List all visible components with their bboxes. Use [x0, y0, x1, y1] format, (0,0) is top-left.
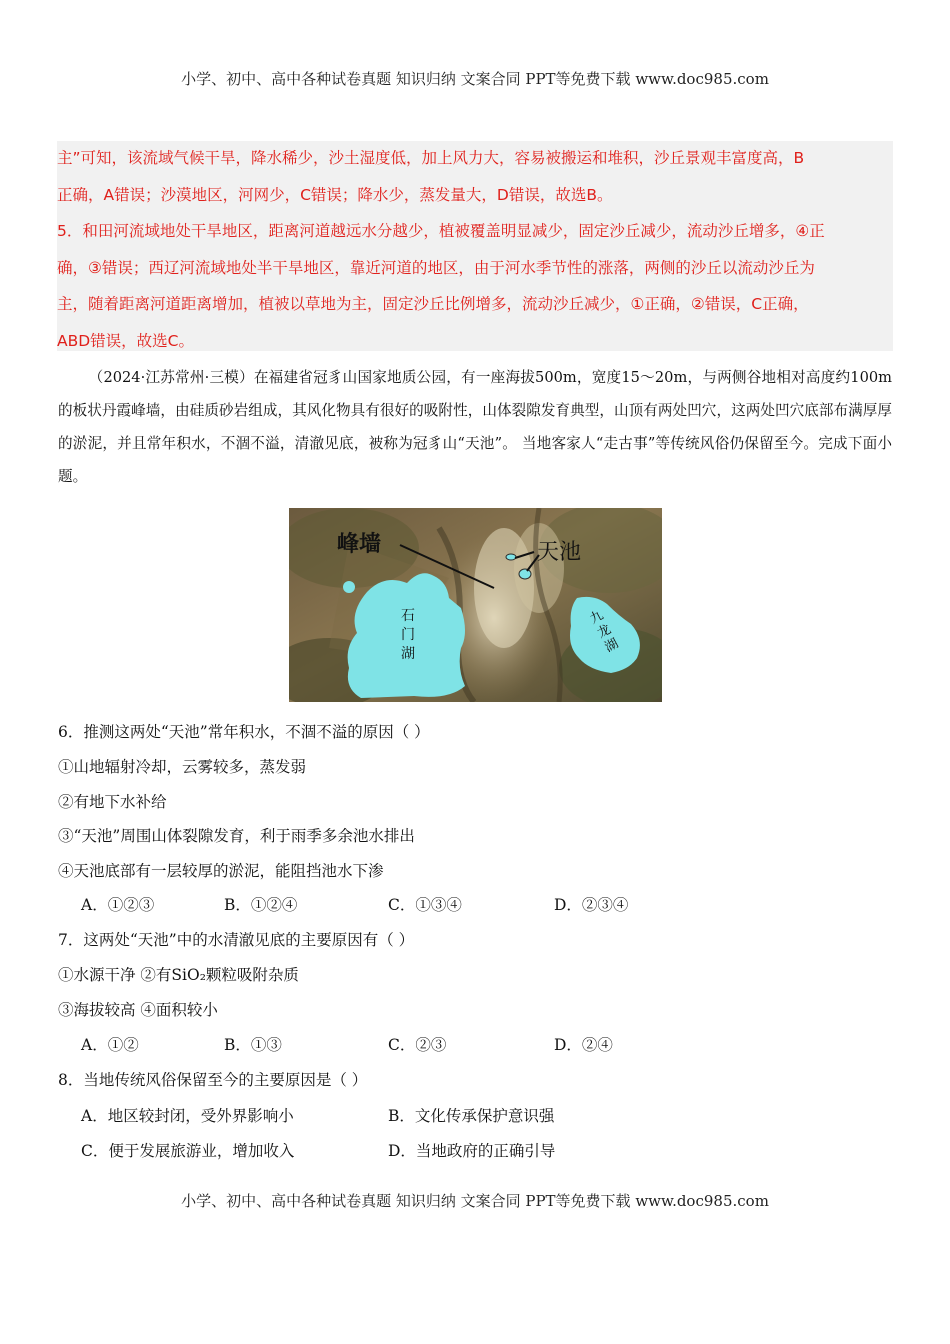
- question-6-option-b[interactable]: B．①②④: [224, 896, 298, 914]
- answer-line: 正确，A错误；沙漠地区，河网少，C错误；降水少，蒸发量大，D错误，故选B。: [57, 185, 613, 204]
- question-6-statement: ④天池底部有一层较厚的淤泥，能阻挡池水下渗: [58, 862, 384, 880]
- answer-explanation-block: [57, 141, 893, 351]
- label-lake2-char: 九: [587, 607, 607, 628]
- answer-line: ABD错误，故选C。: [57, 331, 194, 350]
- question-8-option-b[interactable]: B．文化传承保护意识强: [388, 1107, 555, 1125]
- question-8-stem: 8．当地传统风俗保留至今的主要原因是（ ）: [58, 1071, 368, 1089]
- answer-line: 5．和田河流域地处干旱地区，距离河道越远水分越少，植被覆盖明显减少，固定沙丘减少，流动沙丘增多，④正: [57, 222, 825, 240]
- question-intro: （2024·江苏常州·三模）在福建省冠豸山国家地质公园，有一座海拔500m，宽度15～20m，与两侧谷地相对高度约100m的板状丹霞峰墙，由硅质砂岩组成，其风化物具有很好的吸附性，山体裂隙发育典型，山顶有两处凹穴，这两处凹穴底部布满厚厚的淤泥，并且常年积水，不涸不溢，清澈见底，被称为冠豸山“天池”。 当地客家人“走古事”等传统风俗仍保留至今。完成下面小题。: [58, 369, 892, 485]
- terrain-map-image: [289, 508, 662, 702]
- question-7-option-b[interactable]: B．①③: [224, 1036, 282, 1054]
- label-pool: 天池: [537, 540, 582, 565]
- label-lake2-char: 龙: [595, 621, 614, 642]
- question-8-option-c[interactable]: C．便于发展旅游业，增加收入: [81, 1142, 295, 1160]
- question-7-statement: ③海拔较高 ④面积较小: [58, 1001, 218, 1019]
- terrain-figure: [289, 508, 662, 702]
- question-7-option-a[interactable]: A．①②: [81, 1036, 139, 1054]
- question-7-option-c[interactable]: C．②③: [388, 1036, 447, 1054]
- tianchi-pool: [506, 554, 516, 560]
- question-8-option-d[interactable]: D．当地政府的正确引导: [388, 1142, 556, 1160]
- question-6-statement: ①山地辐射冷却，云雾较多，蒸发弱: [58, 758, 307, 776]
- tianchi-pool: [519, 569, 531, 579]
- question-7-stem: 7．这两处“天池”中的水清澈见底的主要原因有（ ）: [58, 931, 415, 949]
- label-lake2-char: 湖: [602, 636, 622, 656]
- label-wall: 峰墙: [337, 532, 382, 557]
- question-6-option-c[interactable]: C．①③④: [388, 896, 462, 914]
- answer-line: 确，③错误；西辽河流域地处半干旱地区，靠近河道的地区，由于河水季节性的涨落，两侧的沙丘以流动沙丘为: [57, 258, 815, 277]
- question-6-option-a[interactable]: A．①②③: [81, 896, 155, 914]
- question-7-statement: ①水源干净 ②有SiO₂颗粒吸附杂质: [58, 966, 299, 984]
- label-lake1-char: 湖: [401, 646, 415, 662]
- question-8-option-a[interactable]: A．地区较封闭，受外界影响小: [81, 1107, 294, 1125]
- question-6-stem: 6．推测这两处“天池”常年积水，不涸不溢的原因（ ）: [58, 723, 430, 741]
- question-6-option-d[interactable]: D．②③④: [554, 896, 629, 914]
- question-6-statement: ②有地下水补给: [58, 793, 167, 811]
- page-footer: 小学、初中、高中各种试卷真题 知识归纳 文案合同 PPT等免费下载 www.doc985.com: [181, 1192, 769, 1210]
- question-6-statement: ③“天池”周围山体裂隙发育，利于雨季多余池水排出: [58, 827, 415, 845]
- answer-line: 主，随着距离河道距离增加，植被以草地为主，固定沙丘比例增多，流动沙丘减少，①正确，②错误，C正确，: [57, 295, 809, 313]
- answer-line: 主”可知，该流域气候干旱，降水稀少，沙土湿度低，加上风力大，容易被搬运和堆积，沙丘景观丰富度高，B: [57, 149, 805, 167]
- label-lake1-char: 门: [401, 627, 415, 643]
- page-header: 小学、初中、高中各种试卷真题 知识归纳 文案合同 PPT等免费下载 www.doc985.com: [181, 70, 769, 88]
- small-pond: [343, 581, 355, 593]
- question-7-option-d[interactable]: D．②④: [554, 1036, 613, 1054]
- label-lake1-char: 石: [401, 608, 415, 624]
